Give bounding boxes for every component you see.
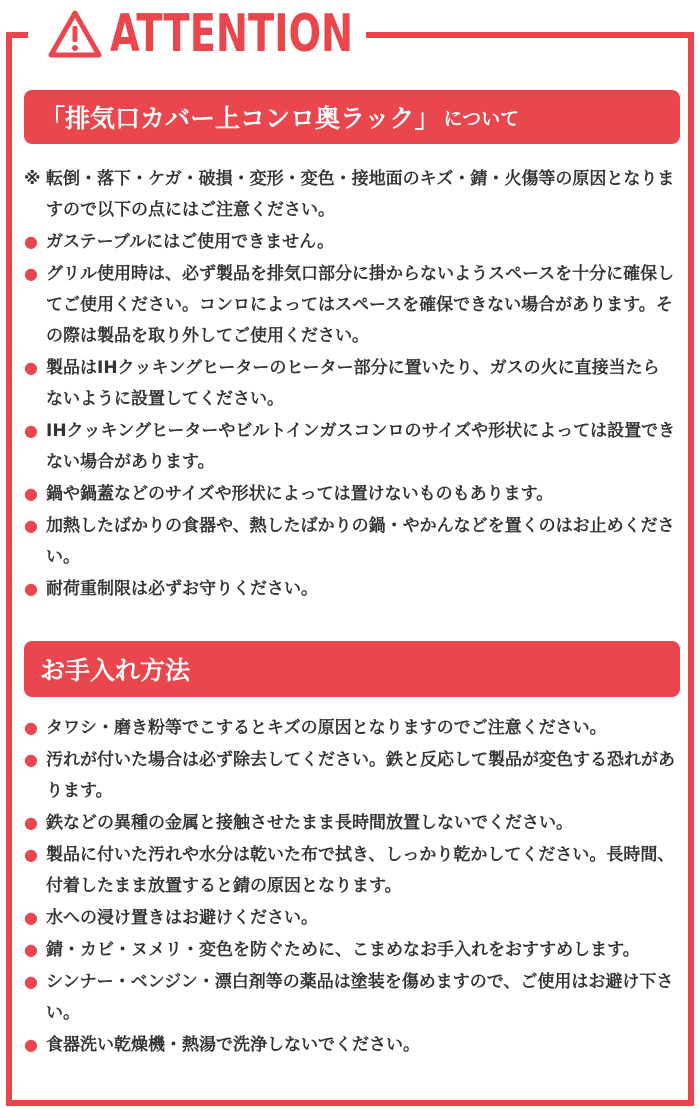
frame-top-border-left <box>6 32 28 38</box>
bullet-icon: ● <box>24 232 38 251</box>
list-item: ● 食器洗い乾燥機・熱湯で洗浄しないでください。 <box>24 1029 676 1061</box>
list-item: ● 水への浸け置きはお避けください。 <box>24 902 676 934</box>
list-item: ● 製品に付いた汚れや水分は乾いた布で拭き、しっかり乾かしてください。長時間、付着したまま放置すると錆の原因となります。 <box>24 839 676 902</box>
bullet-icon: ● <box>24 484 38 503</box>
section-title-suffix: について <box>443 107 520 130</box>
bullet-icon: ● <box>24 579 38 598</box>
frame-right-border <box>688 32 694 1106</box>
note-mark: ※ <box>24 169 41 189</box>
bullet-icon: ● <box>24 972 38 991</box>
section-header-care <box>24 641 680 697</box>
care-list <box>24 712 676 1061</box>
list-item: ● 加熱したばかりの食器や、熱したばかりの鍋・やかんなどを置くのはお止めください。 <box>24 510 676 573</box>
warning-triangle-icon <box>48 10 102 58</box>
caution-note: ※ 転倒・落下・ケガ・破損・変形・変色・接地面のキズ・錆・火傷等の原因となりますので以下の点にはご注意ください。 <box>24 164 676 226</box>
frame-bottom-border <box>6 1100 694 1106</box>
list-item: ● 鉄などの異種の金属と接触させたまま長時間放置しないでください。 <box>24 807 676 839</box>
bullet-icon: ● <box>24 1035 38 1054</box>
bullet-icon: ● <box>24 358 38 377</box>
bullet-icon: ● <box>24 264 38 283</box>
list-item: ● IHクッキングヒーターやビルトインガスコンロのサイズや形状によっては設置できない場合があります。 <box>24 415 676 478</box>
bullet-icon: ● <box>24 750 38 769</box>
bullet-icon: ● <box>24 845 38 864</box>
list-item: ● グリル使用時は、必ず製品を排気口部分に掛からないようスペースを十分に確保してご使用ください。コンロによってはスペースを確保できない場合があります。その際は製品を取り外してご使用ください。 <box>24 258 676 352</box>
list-item: ● 耐荷重制限は必ずお守りください。 <box>24 573 676 605</box>
attention-header <box>48 4 407 64</box>
list-item: ● ガステーブルにはご使用できません。 <box>24 226 676 258</box>
frame-top-border-right <box>366 32 694 38</box>
list-item: ● 鍋や鍋蓋などのサイズや形状によっては置けないものもあります。 <box>24 478 676 510</box>
caution-list <box>24 164 676 605</box>
section-header-rack <box>24 90 680 144</box>
bullet-icon: ● <box>24 908 38 927</box>
bullet-icon: ● <box>24 813 38 832</box>
bullet-icon: ● <box>24 940 38 959</box>
list-item: ● シンナー・ベンジン・漂白剤等の薬品は塗装を傷めますので、ご使用はお避け下さい。 <box>24 966 676 1029</box>
bullet-icon: ● <box>24 516 38 535</box>
frame-left-border <box>6 32 12 1106</box>
list-item: ● 製品はIHクッキングヒーターのヒーター部分に置いたり、ガスの火に直接当たらないように設置してください。 <box>24 352 676 415</box>
list-item: ● 汚れが付いた場合は必ず除去してください。鉄と反応して製品が変色する恐れがあります。 <box>24 744 676 807</box>
bullet-icon: ● <box>24 718 38 737</box>
list-item: ● 錆・カビ・ヌメリ・変色を防ぐために、こまめなお手入れをおすすめします。 <box>24 934 676 966</box>
section-title-rack: 「排気口カバー上コンロ奥ラック」 <box>40 104 440 133</box>
list-item: ● タワシ・磨き粉等でこするとキズの原因となりますのでご注意ください。 <box>24 712 676 744</box>
bullet-icon: ● <box>24 421 38 440</box>
attention-title: ATTENTION <box>110 4 354 64</box>
section-title-care: お手入れ方法 <box>40 656 191 685</box>
